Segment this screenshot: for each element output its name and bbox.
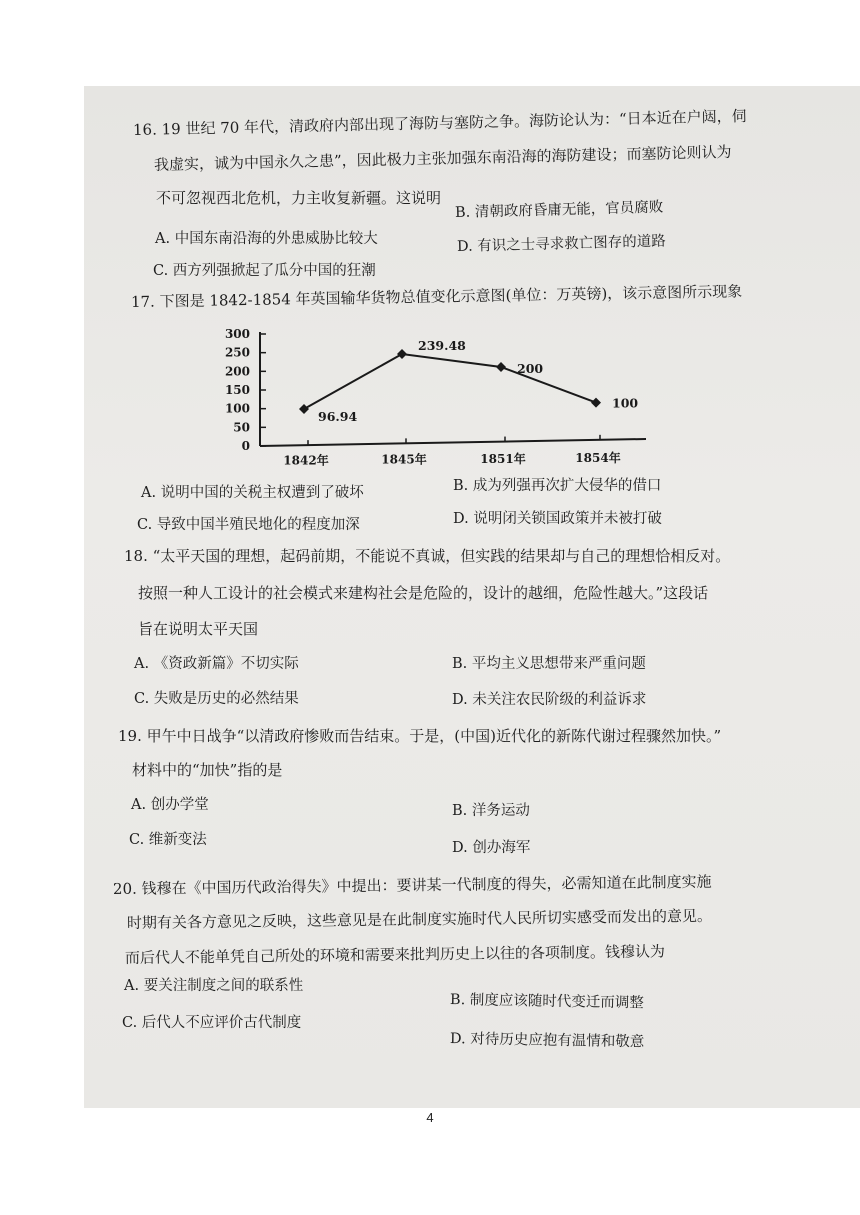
data-label: 96.94	[318, 409, 358, 425]
q20-line-3: 而后代人不能单凭自己所处的环境和需要来批判历史上以往的各项制度。钱穆认为	[124, 942, 666, 967]
x-tick-label: 1854年	[575, 450, 621, 465]
q20-option-a: A. 要关注制度之间的联系性	[124, 978, 304, 994]
y-tick-label: 0	[241, 439, 250, 453]
q17-option-c: C. 导致中国半殖民地化的程度加深	[137, 517, 360, 533]
q19-option-b: B. 洋务运动	[452, 803, 530, 819]
q20-option-c: C. 后代人不应评价古代制度	[122, 1015, 302, 1031]
data-label: 200	[517, 360, 544, 376]
x-tick-label: 1845年	[381, 452, 427, 467]
q20-option-b: B. 制度应该随时代变迁而调整	[449, 992, 644, 1012]
q18-option-d: D. 未关注农民阶级的利益诉求	[452, 692, 647, 708]
chart-british-exports-1842-1854	[222, 325, 652, 470]
q19-line-2: 材料中的“加快”指的是	[132, 761, 283, 779]
series-line	[304, 354, 596, 409]
y-tick-label: 200	[224, 364, 250, 379]
q19-option-a: A. 创办学堂	[131, 797, 209, 813]
q18-option-a: A. 《资政新篇》不切实际	[134, 656, 299, 672]
y-tick-label: 150	[224, 383, 250, 397]
q17-option-a: A. 说明中国的关税主权遭到了破坏	[141, 485, 364, 501]
q20-line-2: 时期有关各方意见之反映，这些意见是在此制度实施时代人民所切实感受而发出的意见。	[126, 906, 713, 932]
q17-option-d: D. 说明闭关锁国政策并未被打破	[453, 511, 662, 527]
q18-line-2: 按照一种人工设计的社会模式来建构社会是危险的，设计的越细，危险性越大。”这段话	[138, 584, 709, 602]
q16-line-2: 我虚实，诚为中国永久之患”，因此极力主张加强东南沿海的海防建设；而塞防论则认为	[153, 142, 732, 174]
q18-option-b: B. 平均主义思想带来严重问题	[452, 656, 646, 672]
q20-option-d: D. 对待历史应抱有温情和敬意	[449, 1031, 645, 1051]
q16-option-b: B. 清朝政府昏庸无能，官员腐败	[454, 199, 664, 221]
q16-option-c: C. 西方列强掀起了瓜分中国的狂潮	[153, 263, 376, 279]
q17-option-b: B. 成为列强再次扩大侵华的借口	[453, 478, 662, 494]
q18-line-1: 18. “太平天国的理想，起码前期，不能说不真诚，但实践的结果却与自己的理想恰相反对。	[124, 547, 731, 565]
x-tick-label: 1851年	[480, 451, 526, 466]
q20-line-1: 20. 钱穆在《中国历代政治得失》中提出：要讲某一代制度的得失，必需知道在此制度实施	[112, 872, 712, 898]
q16-option-d: D. 有识之士寻求救亡图存的道路	[456, 233, 666, 255]
data-label: 239.48	[418, 338, 466, 354]
q19-line-1: 19. 甲午中日战争“以清政府惨败而告结束。于是，(中国)近代化的新陈代谢过程骤然加快。”	[118, 727, 722, 745]
data-point	[299, 404, 309, 414]
page-number: 4	[426, 1110, 434, 1125]
data-point	[591, 398, 601, 408]
q16-line-1: 16. 19 世纪 70 年代，清政府内部出现了海防与塞防之争。海防论认为：“日本近在户闼，伺	[132, 107, 747, 139]
q16-line-3: 不可忽视西北危机，力主收复新疆。这说明	[156, 189, 442, 207]
y-tick-label: 100	[224, 401, 250, 416]
y-tick-label: 250	[224, 345, 250, 360]
q18-line-3: 旨在说明太平天国	[138, 620, 259, 638]
data-label: 100	[612, 395, 639, 411]
y-tick-label: 50	[233, 420, 250, 435]
x-axis	[260, 439, 646, 446]
data-point	[397, 349, 407, 359]
x-tick-label: 1842年	[283, 453, 329, 468]
data-point	[496, 362, 506, 372]
y-tick-label: 300	[224, 327, 250, 341]
q16-option-a: A. 中国东南沿海的外患威胁比较大	[155, 231, 378, 247]
q19-option-c: C. 维新变法	[129, 832, 207, 848]
q18-option-c: C. 失败是历史的必然结果	[134, 691, 299, 707]
q17-line-1: 17. 下图是 1842-1854 年英国输华货物总值变化示意图(单位：万英镑)，该示意图所示现象	[130, 282, 743, 311]
q19-option-d: D. 创办海军	[452, 840, 531, 856]
